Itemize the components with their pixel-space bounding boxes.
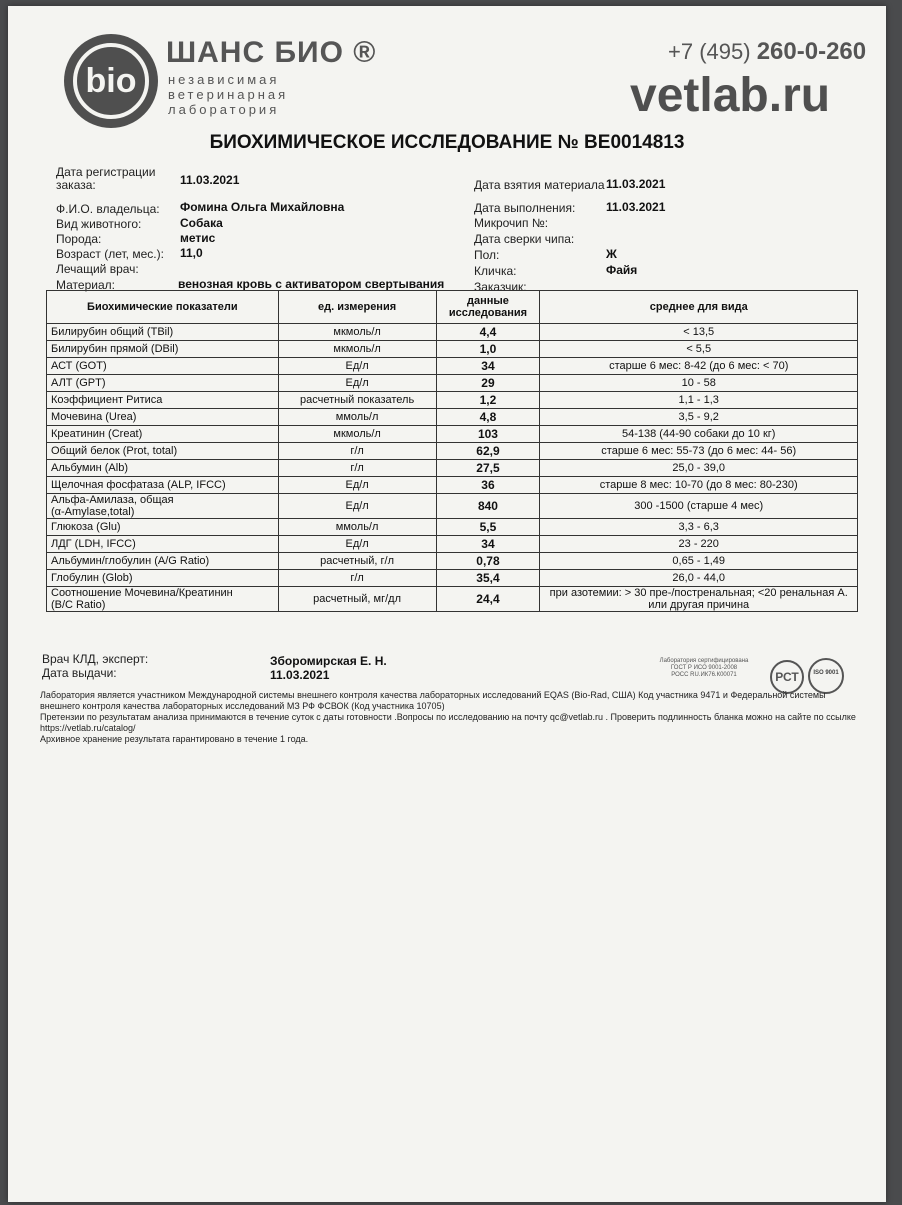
- value-cell: [436, 570, 540, 587]
- reference-cell-text-2: или другая причина: [648, 599, 750, 611]
- parameter-cell: [47, 494, 279, 519]
- table-row: [47, 358, 858, 375]
- parameter-cell-text-2: (B/C Ratio): [51, 599, 106, 611]
- parameter-cell: [47, 392, 279, 409]
- parameter-cell-text: Щелочная фосфатаза (ALP, IFCC): [51, 479, 226, 491]
- unit-cell: [278, 460, 436, 477]
- unit-cell: [278, 477, 436, 494]
- unit-cell-text: г/л: [350, 445, 364, 457]
- reference-cell: [540, 494, 858, 519]
- unit-cell-text: Ед/л: [345, 360, 369, 372]
- unit-cell-text: мкмоль/л: [333, 343, 381, 355]
- brand-sub-line: ветеринарная: [168, 87, 289, 102]
- reference-cell: [540, 460, 858, 477]
- header-reference: среднее для вида: [540, 291, 858, 324]
- unit-cell-text: ммоль/л: [335, 411, 379, 423]
- cert-line: ГОСТ Р ИСО 9001-2008: [670, 665, 738, 671]
- unit-cell: [278, 587, 436, 612]
- sample-date: 11.03.2021: [606, 177, 666, 191]
- value-cell: [436, 443, 540, 460]
- value-cell: [436, 460, 540, 477]
- table-header-row: [47, 291, 858, 324]
- value-cell-text: 24,4: [476, 592, 500, 606]
- parameter-cell: [47, 443, 279, 460]
- unit-cell-text: расчетный, мг/дл: [313, 593, 402, 605]
- table-row: [47, 392, 858, 409]
- parameter-cell-text: ЛДГ (LDH, IFCC): [51, 538, 136, 550]
- footer-p3: Архивное хранение результата гарантировано в течение 1 года.: [40, 734, 309, 744]
- value-cell: [436, 392, 540, 409]
- parameter-cell-text: Общий белок (Prot, total): [51, 445, 178, 457]
- cert-line: РОСС RU.ИК76.К00071: [671, 672, 737, 678]
- rst-mark-glyph: РСТ: [775, 670, 799, 684]
- parameter-cell: [47, 375, 279, 392]
- value-cell-text: 0,78: [476, 554, 500, 568]
- lab-report-sheet: [8, 6, 886, 1202]
- unit-cell: [278, 519, 436, 536]
- parameter-cell: [47, 358, 279, 375]
- table-row: [47, 519, 858, 536]
- value-cell-text: 29: [481, 376, 495, 390]
- value-cell: [436, 426, 540, 443]
- parameter-cell-text: Билирубин прямой (DBil): [51, 343, 179, 355]
- table-row: [47, 460, 858, 477]
- done-date: 11.03.2021: [606, 200, 666, 214]
- parameter-cell-text: Альфа-Амилаза, общая: [51, 494, 174, 506]
- parameter-cell: [47, 553, 279, 570]
- parameter-cell-text: Альбумин/глобулин (A/G Ratio): [51, 555, 210, 567]
- unit-cell: [278, 375, 436, 392]
- unit-cell: [278, 358, 436, 375]
- value-cell-text: 1,0: [479, 342, 497, 356]
- reference-cell: [540, 443, 858, 460]
- phone-prefix: +7 (495): [668, 39, 751, 64]
- unit-cell-text: Ед/л: [345, 500, 369, 512]
- parameter-cell-text: Альбумин (Alb): [51, 462, 128, 474]
- rst-mark: [770, 660, 804, 694]
- results-body: [47, 324, 858, 612]
- reference-cell-text: 23 - 220: [678, 538, 719, 550]
- reg-date-label: [56, 166, 155, 192]
- reference-cell: [540, 519, 858, 536]
- value-cell: [436, 477, 540, 494]
- unit-cell: [278, 426, 436, 443]
- bio-logo: [64, 34, 158, 128]
- value-cell-text: 62,9: [476, 444, 500, 458]
- reference-cell-text: 3,5 - 9,2: [678, 411, 719, 423]
- table-row: [47, 341, 858, 358]
- breed: метис: [180, 231, 216, 245]
- reference-cell-text: < 5,5: [686, 343, 712, 355]
- label-line: Дата регистрации: [56, 165, 156, 179]
- brand-sub-line: лаборатория: [168, 102, 280, 117]
- value-cell-text: 1,2: [479, 393, 497, 407]
- parameter-cell-text: Глобулин (Glob): [51, 572, 133, 584]
- parameter-cell-text-2: (α-Amylase,total): [51, 506, 135, 518]
- parameter-cell: [47, 477, 279, 494]
- owner: Фомина Ольга Михайловна: [180, 200, 345, 214]
- parameter-cell: [47, 426, 279, 443]
- breed-label: Порода:: [56, 232, 102, 246]
- unit-cell-text: г/л: [350, 572, 364, 584]
- unit-cell: [278, 324, 436, 341]
- material: венозная кровь с активатором свертывания: [178, 277, 445, 291]
- unit-cell-text: расчетный показатель: [300, 394, 415, 406]
- name-label: Кличка:: [474, 264, 517, 278]
- reference-cell-text: < 13,5: [683, 326, 715, 338]
- chip-check-label: Дата сверки чипа:: [474, 232, 575, 246]
- parameter-cell: [47, 341, 279, 358]
- table-row: [47, 375, 858, 392]
- table-row: [47, 587, 858, 612]
- header-parameter: Биохимические показатели: [47, 291, 279, 324]
- sample-date-label: Дата взятия материала: [474, 178, 605, 192]
- certification-text: [644, 658, 764, 679]
- reference-cell-text: при азотемии: > 30 пре-/постренальная; <20 ренальная А.: [549, 587, 848, 599]
- value-cell: [436, 375, 540, 392]
- value-cell-text: 840: [477, 499, 498, 513]
- reference-cell: [540, 587, 858, 612]
- value-cell-text: 4,8: [479, 410, 497, 424]
- parameter-cell-text: Креатинин (Creat): [51, 428, 143, 440]
- table-row: [47, 324, 858, 341]
- reference-cell-text: 25,0 - 39,0: [672, 462, 726, 474]
- parameter-cell-text: Мочевина (Urea): [51, 411, 137, 423]
- parameter-cell: [47, 460, 279, 477]
- owner-label: Ф.И.О. владельца:: [56, 202, 160, 216]
- parameter-cell-text: Глюкоза (Glu): [51, 521, 121, 533]
- value-cell: [436, 553, 540, 570]
- doctor-label: Лечащий врач:: [56, 262, 139, 276]
- reference-cell-text: старше 6 мес: 8-42 (до 6 мес: < 70): [609, 360, 789, 372]
- value-cell-text: 103: [477, 427, 498, 441]
- unit-cell-text: ммоль/л: [335, 521, 379, 533]
- unit-cell: [278, 570, 436, 587]
- reference-cell-text: 10 - 58: [681, 377, 716, 389]
- unit-cell-text: Ед/л: [345, 538, 369, 550]
- results-table: [46, 290, 858, 612]
- age-label: Возраст (лет, мес.):: [56, 247, 164, 261]
- parameter-cell-text: Соотношение Мочевина/Креатинин: [51, 587, 233, 599]
- unit-cell: [278, 443, 436, 460]
- unit-cell-text: мкмоль/л: [333, 326, 381, 338]
- table-row: [47, 409, 858, 426]
- table-row: [47, 570, 858, 587]
- footer-p1: Лаборатория является участником Международной системы внешнего контроля качества лабораторных исследований EQAS (Bio-Rad, США) Код участника 9471 и Федеральной системы внешнего контроля качества лабораторных исследований МЗ РФ ФСВОК (Код участника 10705): [40, 690, 826, 711]
- unit-cell: [278, 409, 436, 426]
- reference-cell-text: 3,3 - 6,3: [678, 521, 719, 533]
- reference-cell-text: 0,65 - 1,49: [672, 555, 726, 567]
- value-cell-text: 27,5: [476, 461, 500, 475]
- unit-cell: [278, 392, 436, 409]
- reference-cell-text: 1,1 - 1,3: [678, 394, 719, 406]
- material-label: Материал:: [56, 278, 115, 292]
- value-cell: [436, 519, 540, 536]
- unit-cell-text: расчетный, г/л: [320, 555, 395, 567]
- unit-cell-text: г/л: [350, 462, 364, 474]
- table-row: [47, 494, 858, 519]
- species: Собака: [180, 216, 223, 230]
- reference-cell: [540, 536, 858, 553]
- table-row: [47, 426, 858, 443]
- table-row: [47, 536, 858, 553]
- parameter-cell: [47, 409, 279, 426]
- sex: Ж: [606, 247, 617, 261]
- parameter-cell-text: АЛТ (GPT): [51, 377, 106, 389]
- parameter-cell: [47, 587, 279, 612]
- value-cell-text: 4,4: [479, 325, 497, 339]
- label-line: заказа:: [56, 178, 96, 192]
- value-cell: [436, 324, 540, 341]
- pet-name: Файя: [606, 263, 638, 277]
- brand-sub-line: независимая: [168, 72, 280, 87]
- website: vetlab.ru: [630, 69, 831, 122]
- parameter-cell: [47, 519, 279, 536]
- phone: [668, 38, 866, 66]
- reference-cell: [540, 375, 858, 392]
- reference-cell: [540, 392, 858, 409]
- reference-cell: [540, 570, 858, 587]
- parameter-cell: [47, 536, 279, 553]
- table-row: [47, 477, 858, 494]
- value-cell: [436, 358, 540, 375]
- value-cell-text: 34: [481, 359, 495, 373]
- species-label: Вид животного:: [56, 217, 142, 231]
- customer-label: Заказчик:: [474, 280, 527, 294]
- expert-label: Врач КЛД, эксперт:: [42, 652, 149, 666]
- unit-cell: [278, 553, 436, 570]
- reg-date: 11.03.2021: [180, 173, 240, 187]
- brand-subtitle: [168, 72, 288, 117]
- unit-cell: [278, 494, 436, 519]
- age: 11,0: [180, 246, 203, 260]
- value-cell: [436, 409, 540, 426]
- reference-cell: [540, 358, 858, 375]
- reference-cell-text: 26,0 - 44,0: [672, 572, 726, 584]
- table-row: [47, 443, 858, 460]
- header-unit: ед. измерения: [278, 291, 436, 324]
- reference-cell: [540, 477, 858, 494]
- brand-name: ШАНС БИО ®: [166, 36, 377, 69]
- parameter-cell-text: АСТ (GOT): [51, 360, 107, 372]
- cert-line: Лаборатория сертифицирована: [659, 658, 749, 664]
- reference-cell: [540, 409, 858, 426]
- done-date-label: Дата выполнения:: [474, 201, 576, 215]
- chip-label: Микрочип №:: [474, 216, 549, 230]
- issue-date: 11.03.2021: [270, 668, 330, 682]
- parameter-cell-text: Билирубин общий (TBil): [51, 326, 174, 338]
- reference-cell: [540, 341, 858, 358]
- unit-cell-text: Ед/л: [345, 377, 369, 389]
- sex-label: Пол:: [474, 248, 500, 262]
- phone-number: 260-0-260: [756, 38, 867, 65]
- reference-cell-text: старше 6 мес: 55-73 (до 6 мес: 44- 56): [601, 445, 797, 457]
- value-cell-text: 5,5: [479, 520, 497, 534]
- iso-text: ISO 9001: [813, 670, 839, 676]
- logo-text: bio: [73, 43, 149, 119]
- value-cell: [436, 587, 540, 612]
- reference-cell: [540, 324, 858, 341]
- reference-cell: [540, 426, 858, 443]
- report-title: БИОХИМИЧЕСКОЕ ИССЛЕДОВАНИЕ № BE0014813: [209, 132, 685, 153]
- reference-cell-text: 54-138 (44-90 собаки до 10 кг): [622, 428, 776, 440]
- parameter-cell-text: Коэффициент Ритиса: [51, 394, 163, 406]
- value-cell: [436, 536, 540, 553]
- unit-cell-text: Ед/л: [345, 479, 369, 491]
- footer-notes: [40, 690, 856, 745]
- footer-p2: Претензии по результатам анализа принимаются в течение суток с даты готовности .Вопросы по исследованию на почту qc@vetlab.ru . Проверить подлинность бланка можно на сайте по ссылке https://vetlab.ru/catalog/: [40, 712, 856, 733]
- reference-cell-text: 300 -1500 (старше 4 мес): [634, 500, 764, 512]
- unit-cell: [278, 536, 436, 553]
- header-value: данные исследования: [436, 291, 540, 324]
- reference-cell-text: старше 8 мес: 10-70 (до 8 мес: 80-230): [599, 479, 798, 491]
- issue-label: Дата выдачи:: [42, 666, 117, 680]
- value-cell-text: 36: [481, 478, 495, 492]
- table-row: [47, 553, 858, 570]
- unit-cell: [278, 341, 436, 358]
- value-cell: [436, 494, 540, 519]
- parameter-cell: [47, 570, 279, 587]
- expert: Зборомирская Е. Н.: [270, 654, 387, 668]
- reference-cell: [540, 553, 858, 570]
- parameter-cell: [47, 324, 279, 341]
- unit-cell-text: мкмоль/л: [333, 428, 381, 440]
- value-cell-text: 35,4: [476, 571, 500, 585]
- iso-seal: [808, 658, 844, 694]
- value-cell: [436, 341, 540, 358]
- value-cell-text: 34: [481, 537, 495, 551]
